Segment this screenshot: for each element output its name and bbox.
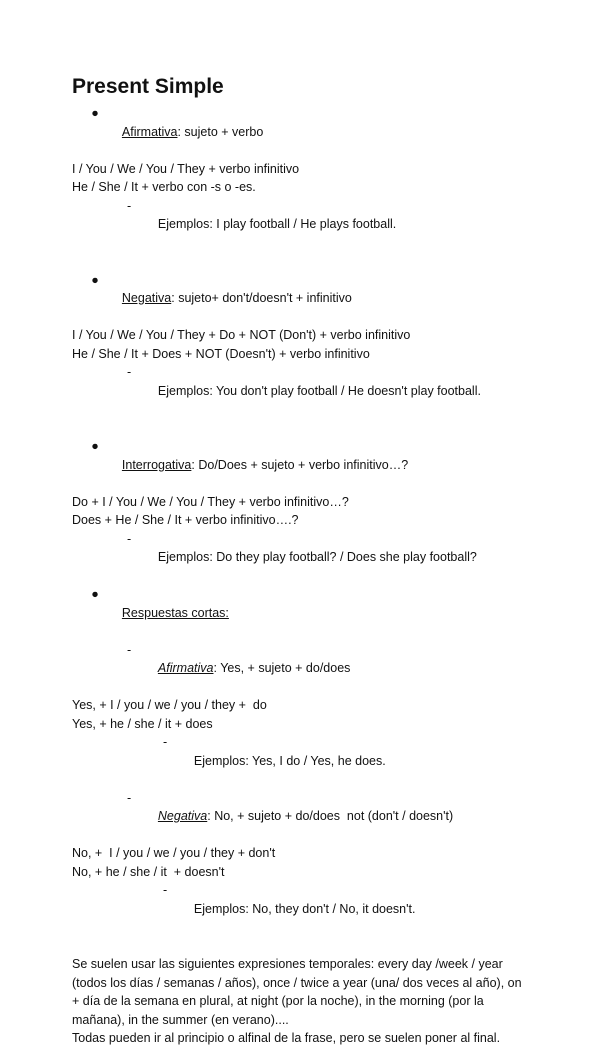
interrogative-line-2: Does + He / She / It + verbo infinitivo….? [72, 513, 299, 527]
dash-marker: - [127, 642, 132, 657]
interrogative-example [72, 530, 532, 586]
short-answers-label: Respuestas cortas: [121, 605, 229, 620]
interrogative-label: Interrogativa [121, 457, 192, 472]
dash-marker: - [127, 531, 132, 546]
short-affirmative-label: Afirmativa [157, 661, 214, 675]
interrogative-example-text: Ejemplos: Do they play football? / Does she play football? [157, 550, 477, 564]
dash-marker: - [163, 735, 168, 749]
bullet-icon: ● [91, 587, 99, 601]
position-note-paragraph: Todas pueden ir al principio o alfinal de la frase, pero se suelen poner al final. [72, 1031, 501, 1045]
dash-marker: - [163, 883, 168, 897]
negative-line-2: He / She / It + Does + NOT (Doesn't) + verbo infinitivo [72, 346, 370, 361]
interrogative-rule: : Do/Does + sujeto + verbo infinitivo…? [191, 457, 409, 472]
short-negative-line-1: No, + I / you / we / you / they + don't [72, 846, 276, 860]
bullet-affirmative [72, 104, 532, 160]
page-title: Present Simple [72, 75, 224, 98]
short-affirmative-example [72, 733, 532, 789]
negative-rule: : sujeto+ don't/doesn't + infinitivo [171, 291, 352, 305]
dash-marker: - [127, 790, 132, 805]
short-negative-example [72, 881, 532, 937]
short-affirmative-line-2: Yes, + he / she / it + does [72, 716, 213, 731]
bullet-short-answers [72, 585, 532, 641]
negative-label: Negativa [121, 291, 172, 305]
affirmative-example-text: Ejemplos: I play football / He plays football. [157, 217, 397, 231]
bullet-interrogative [72, 437, 532, 493]
affirmative-line-2: He / She / It + verbo con -s o -es. [72, 180, 256, 194]
dash-marker: - [127, 365, 132, 379]
short-negative-rule-text: : No, + sujeto + do/does not (don't / doesn't) [207, 809, 454, 823]
dash-marker: - [127, 198, 132, 213]
time-expressions-paragraph: Se suelen usar las siguientes expresiones temporales: every day /week / year (todos los días / semanas / años), once / twice a year (una/ dos veces al año), on + día de la semana en plural, at night (por la noche), in the morning (por la mañana), in the summer (en verano).... [72, 957, 522, 1027]
bullet-icon: ● [91, 272, 99, 287]
affirmative-rule: : sujeto + verbo [177, 124, 264, 139]
negative-example-text: Ejemplos: You don't play football / He doesn't play football. [157, 383, 481, 398]
negative-example [72, 363, 532, 419]
document-page [72, 74, 532, 1048]
affirmative-line-1: I / You / We / You / They + verbo infinitivo [72, 161, 300, 176]
affirmative-label: Afirmativa [121, 124, 178, 139]
short-affirmative-line-1: Yes, + I / you / we / you / they + do [72, 698, 267, 712]
short-negative-rule [72, 789, 532, 845]
short-negative-label: Negativa [157, 809, 208, 823]
short-affirmative-rule [72, 641, 532, 697]
short-negative-example-text: Ejemplos: No, they don't / No, it doesn't. [193, 901, 416, 916]
short-negative-line-2: No, + he / she / it + doesn't [72, 864, 225, 879]
negative-line-1: I / You / We / You / They + Do + NOT (Don't) + verbo infinitivo [72, 328, 411, 342]
short-affirmative-example-text: Ejemplos: Yes, I do / Yes, he does. [193, 753, 386, 768]
interrogative-line-1: Do + I / You / We / You / They + verbo infinitivo…? [72, 494, 349, 509]
short-affirmative-rule-text: : Yes, + sujeto + do/does [213, 661, 351, 675]
bullet-negative [72, 271, 532, 327]
affirmative-example [72, 197, 532, 253]
bullet-icon: ● [91, 439, 99, 453]
bullet-icon: ● [91, 106, 99, 120]
